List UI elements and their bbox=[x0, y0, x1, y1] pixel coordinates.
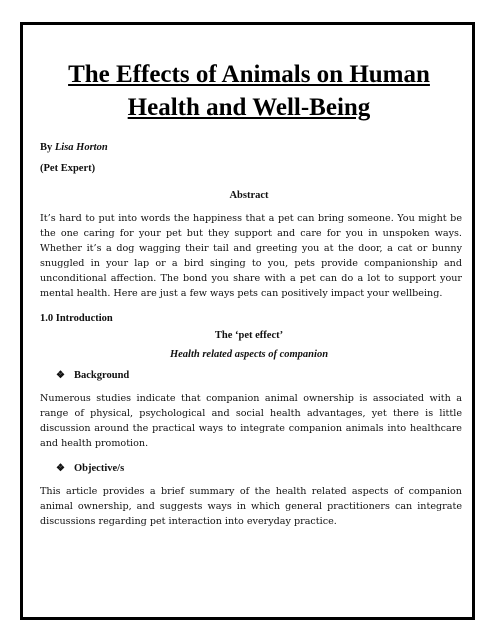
author-name: Lisa Horton bbox=[54, 142, 108, 153]
health-aspects-heading: Health related aspects of companion bbox=[169, 349, 329, 360]
document-content bbox=[36, 52, 462, 541]
document-title: The Effects of Animals on Human Health and Well-Being bbox=[68, 61, 430, 121]
objective-text: This article provides a brief summary of the health related aspects of companion animal ownership, and suggests ways in which general practitioners can integrate discussions regarding pet interaction into everyday practice. bbox=[40, 486, 462, 527]
diamond-bullet-icon: ❖ bbox=[56, 370, 65, 381]
author-prefix: By bbox=[40, 142, 53, 153]
abstract-text: It’s hard to put into words the happiness that a pet can bring someone. You might be the one caring for your pet but they support and care for you in unspoken ways. Whether it’s a dog wagging their tail and greeting you at the door, a cat or bunny snuggled in your lap or a bird singing to you, pets provide companionship and unconditional affection. The bond you share with a pet can do a lot to support your mental health. Here are just a few ways pets can positively impact your wellbeing. bbox=[40, 213, 462, 299]
author-role: (Pet Expert) bbox=[40, 163, 96, 174]
background-heading: Background bbox=[74, 370, 130, 381]
objective-bullet bbox=[56, 463, 462, 474]
abstract-heading: Abstract bbox=[229, 190, 269, 201]
objective-heading: Objective/s bbox=[74, 463, 125, 474]
background-text: Numerous studies indicate that companion animal ownership is associated with a range of physical, psychological and social health advantages, yet there is little discussion around the practical ways to integrate companion animals into healthcare and health promotion. bbox=[40, 393, 462, 449]
intro-heading: 1.0 Introduction bbox=[40, 313, 113, 324]
pet-effect-heading: The ‘pet effect’ bbox=[214, 330, 284, 341]
background-bullet bbox=[56, 370, 462, 381]
author-line bbox=[40, 142, 462, 153]
diamond-bullet-icon: ❖ bbox=[56, 463, 65, 474]
